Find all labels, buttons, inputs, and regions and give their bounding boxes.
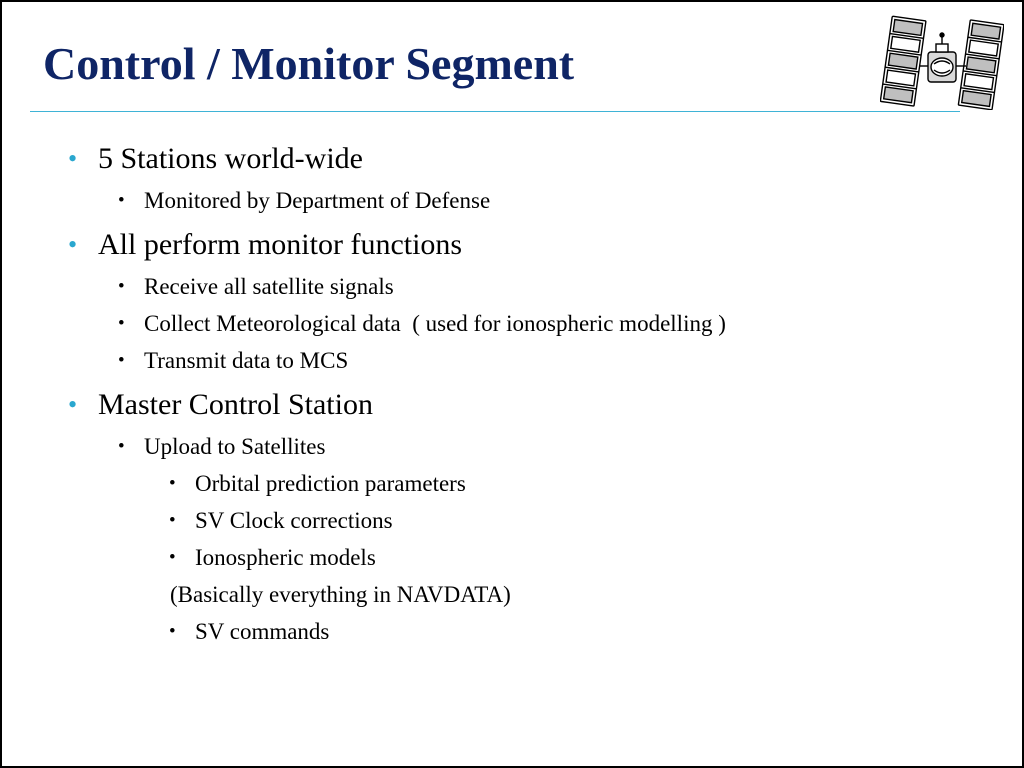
bullet-marker: • bbox=[169, 473, 176, 494]
bullet-text: Master Control Station bbox=[98, 388, 373, 421]
bullet-text: 5 Stations world-wide bbox=[98, 142, 363, 175]
bullet-item-sv-clock bbox=[169, 508, 393, 534]
bullet-marker: • bbox=[118, 313, 125, 334]
bullet-text: Ionospheric models bbox=[195, 545, 376, 570]
bullet-text: Upload to Satellites bbox=[144, 434, 326, 459]
note-navdata bbox=[170, 582, 511, 608]
bullet-item-monitored-by-dod bbox=[118, 188, 491, 214]
bullet-marker: • bbox=[118, 276, 125, 297]
bullet-marker: • bbox=[68, 144, 78, 173]
bullet-text: SV Clock corrections bbox=[195, 508, 393, 533]
bullet-marker: • bbox=[68, 230, 78, 259]
bullet-marker: • bbox=[169, 547, 176, 568]
bullet-text: All perform monitor functions bbox=[98, 228, 463, 261]
note-text: (Basically everything in NAVDATA) bbox=[170, 582, 511, 607]
bullet-marker: • bbox=[118, 350, 125, 371]
bullet-item-monitor-functions bbox=[68, 228, 463, 262]
bullet-item-upload-satellites bbox=[118, 434, 326, 460]
slide-title: Control / Monitor Segment bbox=[43, 38, 575, 89]
bullet-item-5-stations bbox=[68, 142, 363, 176]
bullet-item-master-control bbox=[68, 388, 373, 422]
bullet-item-receive-signals bbox=[118, 274, 394, 300]
bullet-text: SV commands bbox=[195, 619, 330, 644]
bullet-marker: • bbox=[68, 390, 78, 419]
bullet-marker: • bbox=[169, 510, 176, 531]
bullet-text: Transmit data to MCS bbox=[144, 348, 349, 373]
bullet-item-meteorological-data bbox=[118, 311, 726, 337]
bullet-text: Collect Meteorological data ( used for ionospheric modelling ) bbox=[144, 311, 726, 336]
bullet-text: Monitored by Department of Defense bbox=[144, 188, 491, 213]
bullet-item-transmit-mcs bbox=[118, 348, 349, 374]
bullet-text: Orbital prediction parameters bbox=[195, 471, 466, 496]
bullet-text: Receive all satellite signals bbox=[144, 274, 394, 299]
bullet-marker: • bbox=[118, 190, 125, 211]
title-divider bbox=[30, 111, 960, 112]
satellite-icon bbox=[880, 14, 1004, 110]
bullet-marker: • bbox=[169, 621, 176, 642]
bullet-item-orbital-prediction bbox=[169, 471, 466, 497]
bullet-item-sv-commands bbox=[169, 619, 330, 645]
bullet-marker: • bbox=[118, 436, 125, 457]
bullet-item-ionospheric-models bbox=[169, 545, 376, 571]
